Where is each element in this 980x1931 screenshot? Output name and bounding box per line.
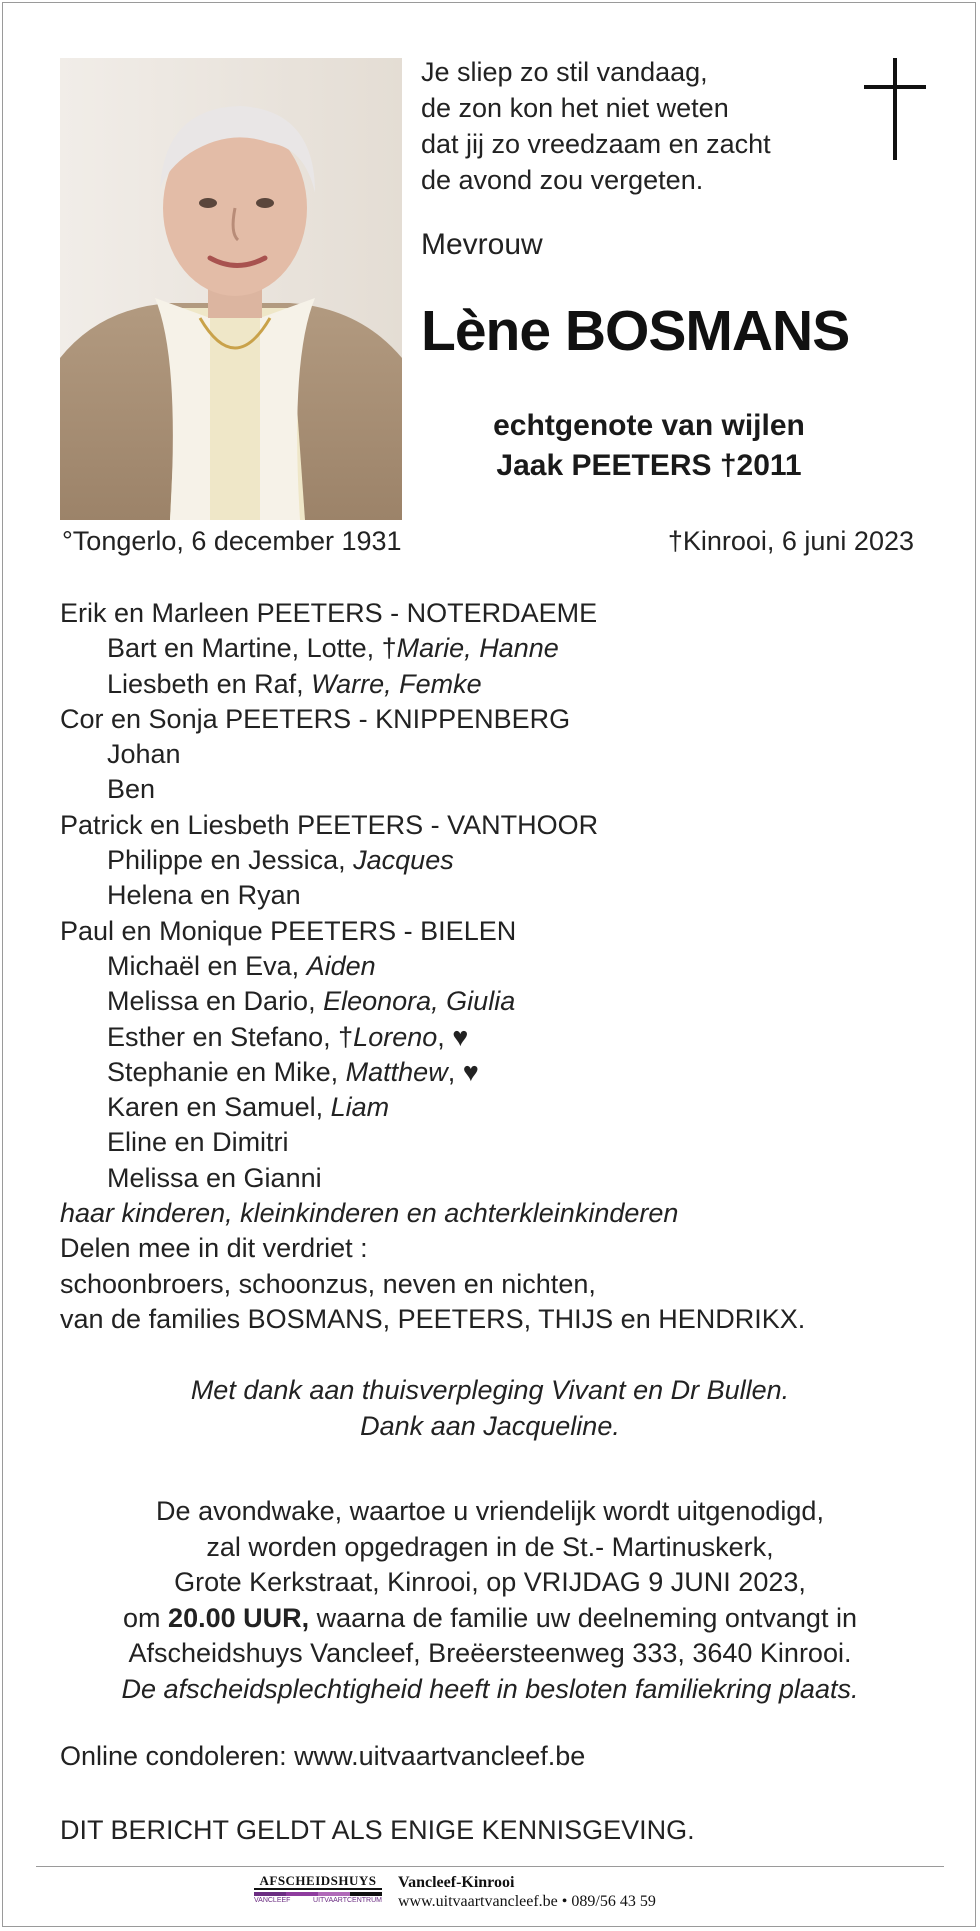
poem-line: de zon kon het niet weten	[421, 93, 729, 123]
logo-subtitle-right: UITVAARTCENTRUM	[313, 1897, 382, 1904]
thanks-line: Met dank aan thuisverpleging Vivant en Dr Bullen.	[190, 1375, 790, 1405]
ceremony-text: waarna de familie uw deelneming ontvangt in	[309, 1602, 857, 1633]
ceremony-line: zal worden opgedragen in de St.- Martinuskerk,	[206, 1531, 774, 1562]
family-row: schoonbroers, schoonzus, neven en nichten,	[60, 1268, 596, 1299]
family-text: Melissa en Dario,	[107, 986, 324, 1017]
family-list	[60, 596, 940, 1337]
family-text-italic: haar kinderen, kleinkinderen en achterkleinkinderen	[60, 1198, 679, 1229]
family-text-italic: Aiden	[306, 950, 376, 981]
family-text: Stephanie en Mike,	[107, 1056, 346, 1087]
family-text-italic: Warre, Femke	[311, 668, 482, 699]
family-row	[60, 1090, 940, 1125]
heart-icon: , ♥	[447, 1056, 479, 1087]
notice-text: DIT BERICHT GELDT ALS ENIGE KENNISGEVING.	[60, 1815, 695, 1845]
family-text: Karen en Samuel,	[107, 1092, 331, 1123]
family-text-italic: Eleonora, Giulia	[323, 986, 516, 1017]
family-summary	[60, 1196, 940, 1231]
birth-date: °Tongerlo, 6 december 1931	[62, 526, 402, 556]
poem-line: Je sliep zo stil vandaag,	[421, 57, 708, 87]
ceremony-line: Grote Kerkstraat, Kinrooi, op VRIJDAG 9 JUNI 2023,	[174, 1567, 806, 1597]
deceased-name: Lène BOSMANS	[421, 299, 850, 363]
family-row	[60, 949, 940, 984]
honorific: Mevrouw	[421, 228, 543, 261]
ceremony-line: Afscheidshuys Vancleef, Breëersteenweg 333, 3640 Kinrooi.	[128, 1638, 852, 1668]
poem-line: dat jij zo vreedzaam en zacht	[421, 129, 771, 159]
ceremony-line: De avondwake, waartoe u vriendelijk wordt uitgenodigd,	[156, 1496, 824, 1526]
family-row: Melissa en Gianni	[107, 1162, 322, 1193]
family-row: Paul en Monique PEETERS - BIELEN	[60, 915, 517, 946]
family-text-italic: Marie, Hanne	[396, 633, 559, 664]
family-row	[60, 984, 940, 1019]
family-row: van de families BOSMANS, PEETERS, THIJS en HENDRIKX.	[60, 1303, 806, 1334]
ceremony-line	[40, 1672, 940, 1708]
spouse-line: echtgenote van wijlen	[493, 409, 805, 442]
thanks-note	[40, 1373, 940, 1444]
family-text: Bart en Martine, Lotte, †	[107, 633, 397, 664]
death-date: †Kinrooi, 6 juni 2023	[667, 526, 914, 556]
family-row: Patrick en Liesbeth PEETERS - VANTHOOR	[60, 809, 599, 840]
family-row: Johan	[107, 739, 181, 770]
cross-icon	[864, 58, 926, 160]
footer-contact	[398, 1873, 656, 1911]
poem-line: de avond zou vergeten.	[421, 165, 704, 195]
family-row: Eline en Dimitri	[107, 1127, 289, 1158]
family-row: Cor en Sonja PEETERS - KNIPPENBERG	[60, 703, 571, 734]
family-row	[60, 1055, 940, 1090]
family-row	[60, 1020, 940, 1055]
family-row: Delen mee in dit verdriet :	[60, 1233, 368, 1264]
family-text: Liesbeth en Raf,	[107, 668, 312, 699]
family-text-italic: Loreno	[353, 1021, 438, 1052]
family-row: Ben	[107, 774, 156, 805]
ceremony-time: 20.00 UUR,	[168, 1602, 310, 1633]
ceremony-text-italic: De afscheidsplechtigheid heeft in besloten familiekring plaats.	[121, 1673, 859, 1704]
funeral-home-logo	[254, 1873, 382, 1909]
family-text-italic: Liam	[330, 1092, 390, 1123]
family-row	[60, 631, 940, 666]
family-row: Helena en Ryan	[107, 880, 301, 911]
family-text: Michaël en Eva,	[107, 950, 307, 981]
spouse-line: Jaak PEETERS †2011	[496, 449, 802, 482]
portrait-image	[60, 58, 402, 520]
heart-icon: , ♥	[437, 1021, 469, 1052]
ceremony-info	[40, 1494, 940, 1707]
family-row	[60, 843, 940, 878]
online-condolence: Online condoleren: www.uitvaartvancleef.be	[60, 1741, 586, 1771]
logo-subtitle-left: VANCLEEF	[254, 1897, 291, 1904]
spouse-info	[421, 406, 877, 486]
contact-details: www.uitvaartvancleef.be • 089/56 43 59	[398, 1893, 656, 1910]
thanks-line: Dank aan Jacqueline.	[360, 1410, 620, 1441]
family-text: Philippe en Jessica,	[107, 845, 354, 876]
footer-divider	[36, 1866, 944, 1867]
ceremony-text: om	[123, 1602, 169, 1633]
logo-subtitle	[254, 1896, 382, 1906]
family-text-italic: Matthew	[345, 1056, 448, 1087]
family-text: Esther en Stefano, †	[107, 1021, 354, 1052]
poem	[421, 54, 841, 198]
family-text-italic: Jacques	[353, 845, 454, 876]
family-row	[60, 667, 940, 702]
logo-title: AFSCHEIDSHUYS	[254, 1873, 382, 1890]
portrait-photo	[60, 58, 402, 520]
family-row: Erik en Marleen PEETERS - NOTERDAEME	[60, 598, 598, 628]
ceremony-line	[40, 1601, 940, 1637]
firm-name: Vancleef-Kinrooi	[398, 1874, 515, 1891]
